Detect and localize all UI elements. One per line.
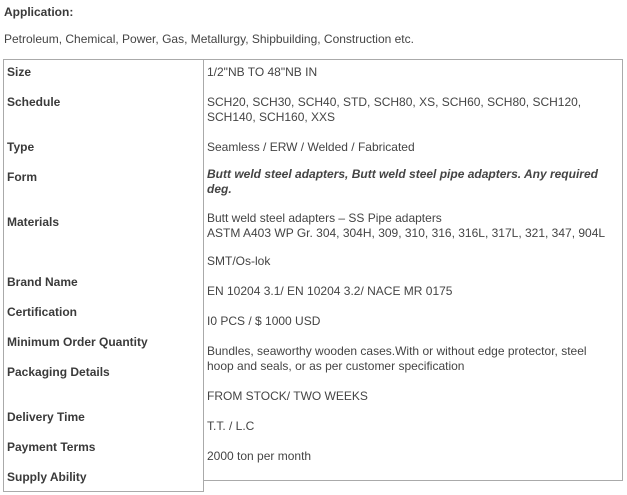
value-materials-line2: ASTM A403 WP Gr. 304, 304H, 309, 310, 316, 316L, 317L, 321, 347, 904L	[207, 226, 606, 240]
label-packaging-details: Packaging Details	[7, 365, 110, 379]
label-certification: Certification	[7, 305, 78, 319]
value-payment: T.T. / L.C	[207, 419, 255, 433]
value-size: 1/2"NB TO 48"NB IN	[207, 65, 318, 79]
label-brand-name: Brand Name	[7, 275, 78, 289]
value-certification: EN 10204 3.1/ EN 10204 3.2/ NACE MR 0175	[207, 284, 453, 298]
label-minimum-order-quantity: Minimum Order Quantity	[7, 335, 148, 349]
application-text: Petroleum, Chemical, Power, Gas, Metallurgy, Shipbuilding, Construction etc.	[4, 32, 414, 46]
value-minimum-order: I0 PCS / $ 1000 USD	[207, 314, 321, 328]
label-form: Form	[7, 170, 37, 184]
value-packaging: Bundles, seaworthy wooden cases.With or without edge protector, steel hoop and seals, or as per customer specification	[207, 344, 587, 373]
value-form: Butt weld steel adapters, Butt weld steel pipe adapters. Any required deg.	[207, 167, 598, 196]
label-materials: Materials	[7, 215, 60, 229]
value-delivery: FROM STOCK/ TWO WEEKS	[207, 389, 368, 403]
label-type: Type	[7, 140, 35, 154]
label-supply-ability: Supply Ability	[7, 470, 87, 484]
value-type: Seamless / ERW / Welded / Fabricated	[207, 140, 415, 154]
value-materials-line1: Butt weld steel adapters – SS Pipe adapters	[207, 211, 442, 225]
label-size: Size	[7, 65, 32, 79]
label-schedule: Schedule	[7, 95, 61, 109]
label-payment-terms: Payment Terms	[7, 440, 96, 454]
value-brand: SMT/Os-lok	[207, 254, 271, 268]
label-delivery-time: Delivery Time	[7, 410, 85, 424]
value-supply: 2000 ton per month	[207, 449, 312, 463]
value-schedule: SCH20, SCH30, SCH40, STD, SCH80, XS, SCH60, SCH80, SCH120, SCH140, SCH160, XXS	[207, 95, 582, 124]
application-heading: Application:	[4, 5, 74, 19]
